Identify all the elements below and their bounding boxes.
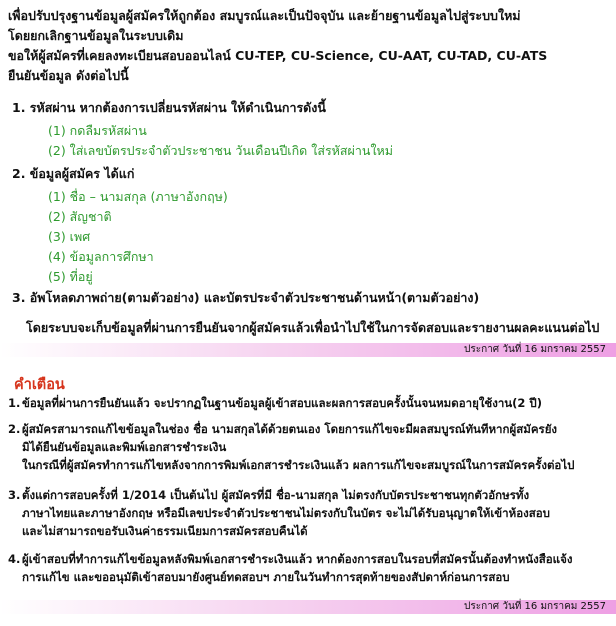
- warning-line: การแก้ไข และขออนุมัติเข้าสอบมายังศูนย์ทดสอบฯ ภายในวันทำการสุดท้ายของสัปดาห์ก่อนการสอบ: [22, 570, 510, 584]
- intro-block: [8, 6, 608, 86]
- date-bar-2: [0, 600, 616, 614]
- warning-line: ผู้สมัครสามารถแก้ไขข้อมูลในช่อง ชื่อ นามสกุลได้ด้วยตนเอง โดยการแก้ไขจะมีผลสมบูรณ์ทันทีหากผู้สมัครยัง: [22, 422, 558, 436]
- section-upload-title: 3. อัพโหลดภาพถ่าย(ตามตัวอย่าง) และบัตรประจำตัวประชาชนด้านหน้า(ตามตัวอย่าง): [12, 290, 480, 305]
- announce-date: ประกาศ วันที่ 16 มกราคม 2557: [464, 601, 606, 612]
- warning-num: 1.: [8, 396, 21, 410]
- warning-item: [8, 486, 608, 540]
- warning-num: 3.: [8, 488, 21, 502]
- warning-item: [8, 394, 608, 412]
- storage-note: โดยระบบจะเก็บข้อมูลที่ผ่านการยืนยันจากผู้สมัครแล้วเพื่อนำไปใช้ในการจัดสอบและรายงานผลคะแนนต่อไป: [26, 320, 600, 335]
- warning-line: ผู้เข้าสอบที่ทำการแก้ไขข้อมูลหลังพิมพ์เอกสารชำระเงินแล้ว หากต้องการสอบในรอบที่สมัครนั้นต้องทำหนังสือแจ้ง: [22, 552, 573, 566]
- applicant-item: (1) ชื่อ – นามสกุล (ภาษาอังกฤษ): [48, 189, 228, 204]
- warning-line: ภาษาไทยและภาษาอังกฤษ หรือมีเลขประจำตัวประชาชนไม่ตรงกับในบัตร จะไม่ได้รับอนุญาตให้เข้าห้องสอบ: [22, 506, 550, 520]
- section-password-steps: [48, 121, 608, 161]
- intro-line: เพื่อปรับปรุงฐานข้อมูลผู้สมัครให้ถูกต้อง สมบูรณ์และเป็นปัจจุบัน และย้ายฐานข้อมูลไปสู่ระบบใหม่: [8, 8, 521, 23]
- applicant-item: (4) ข้อมูลการศึกษา: [48, 249, 154, 264]
- applicant-item: (2) สัญชาติ: [48, 209, 112, 224]
- warning-item: [8, 420, 608, 474]
- step-item: (2) ใส่เลขบัตรประจำตัวประชาชน วันเดือนปีเกิด ใส่รหัสผ่านใหม่: [48, 143, 394, 158]
- warning-num: 2.: [8, 422, 21, 436]
- warning-num: 4.: [8, 552, 21, 566]
- warning-line: ในกรณีที่ผู้สมัครทำการแก้ไขหลังจากการพิมพ์เอกสารชำระเงินแล้ว ผลการแก้ไขจะสมบูรณ์ในการสมัครครั้งต่อไป: [22, 458, 575, 472]
- warning-title: คำเตือน: [14, 377, 65, 393]
- step-item: (1) กดลืมรหัสผ่าน: [48, 123, 147, 138]
- warning-line: ตั้งแต่การสอบครั้งที่ 1/2014 เป็นต้นไป ผู้สมัครที่มี ชื่อ-นามสกุล ไม่ตรงกับบัตรประชาชนทุกตัวอักษรทั้ง: [22, 488, 530, 502]
- warning-item: [8, 550, 608, 586]
- section-applicant-title: 2. ข้อมูลผู้สมัคร ได้แก่: [12, 166, 135, 181]
- intro-line: โดยยกเลิกฐานข้อมูลในระบบเดิม: [8, 28, 184, 43]
- section-password-title: 1. รหัสผ่าน หากต้องการเปลี่ยนรหัสผ่าน ให้ดำเนินการดังนี้: [12, 100, 326, 115]
- announce-date: ประกาศ วันที่ 16 มกราคม 2557: [464, 344, 606, 355]
- intro-line: ขอให้ผู้สมัครที่เคยลงทะเบียนสอบออนไลน์ CU-TEP, CU-Science, CU-AAT, CU-TAD, CU-ATS: [8, 48, 548, 63]
- applicant-item: (5) ที่อยู่: [48, 269, 93, 284]
- warning-line: มิได้ยืนยันข้อมูลและพิมพ์เอกสารชำระเงิน: [22, 440, 227, 454]
- intro-line: ยืนยันข้อมูล ดังต่อไปนี้: [8, 68, 129, 83]
- applicant-item: (3) เพศ: [48, 229, 91, 244]
- warning-line: ข้อมูลที่ผ่านการยืนยันแล้ว จะปรากฏในฐานข้อมูลผู้เข้าสอบและผลการสอบครั้งนั้นจนหมดอายุใช้งาน(2 ปี): [22, 396, 542, 410]
- date-bar-1: [0, 343, 616, 357]
- section-applicant-items: [48, 187, 608, 287]
- warning-line: และไม่สามารถขอรับเงินค่าธรรมเนียมการสมัครสอบคืนได้: [22, 524, 308, 538]
